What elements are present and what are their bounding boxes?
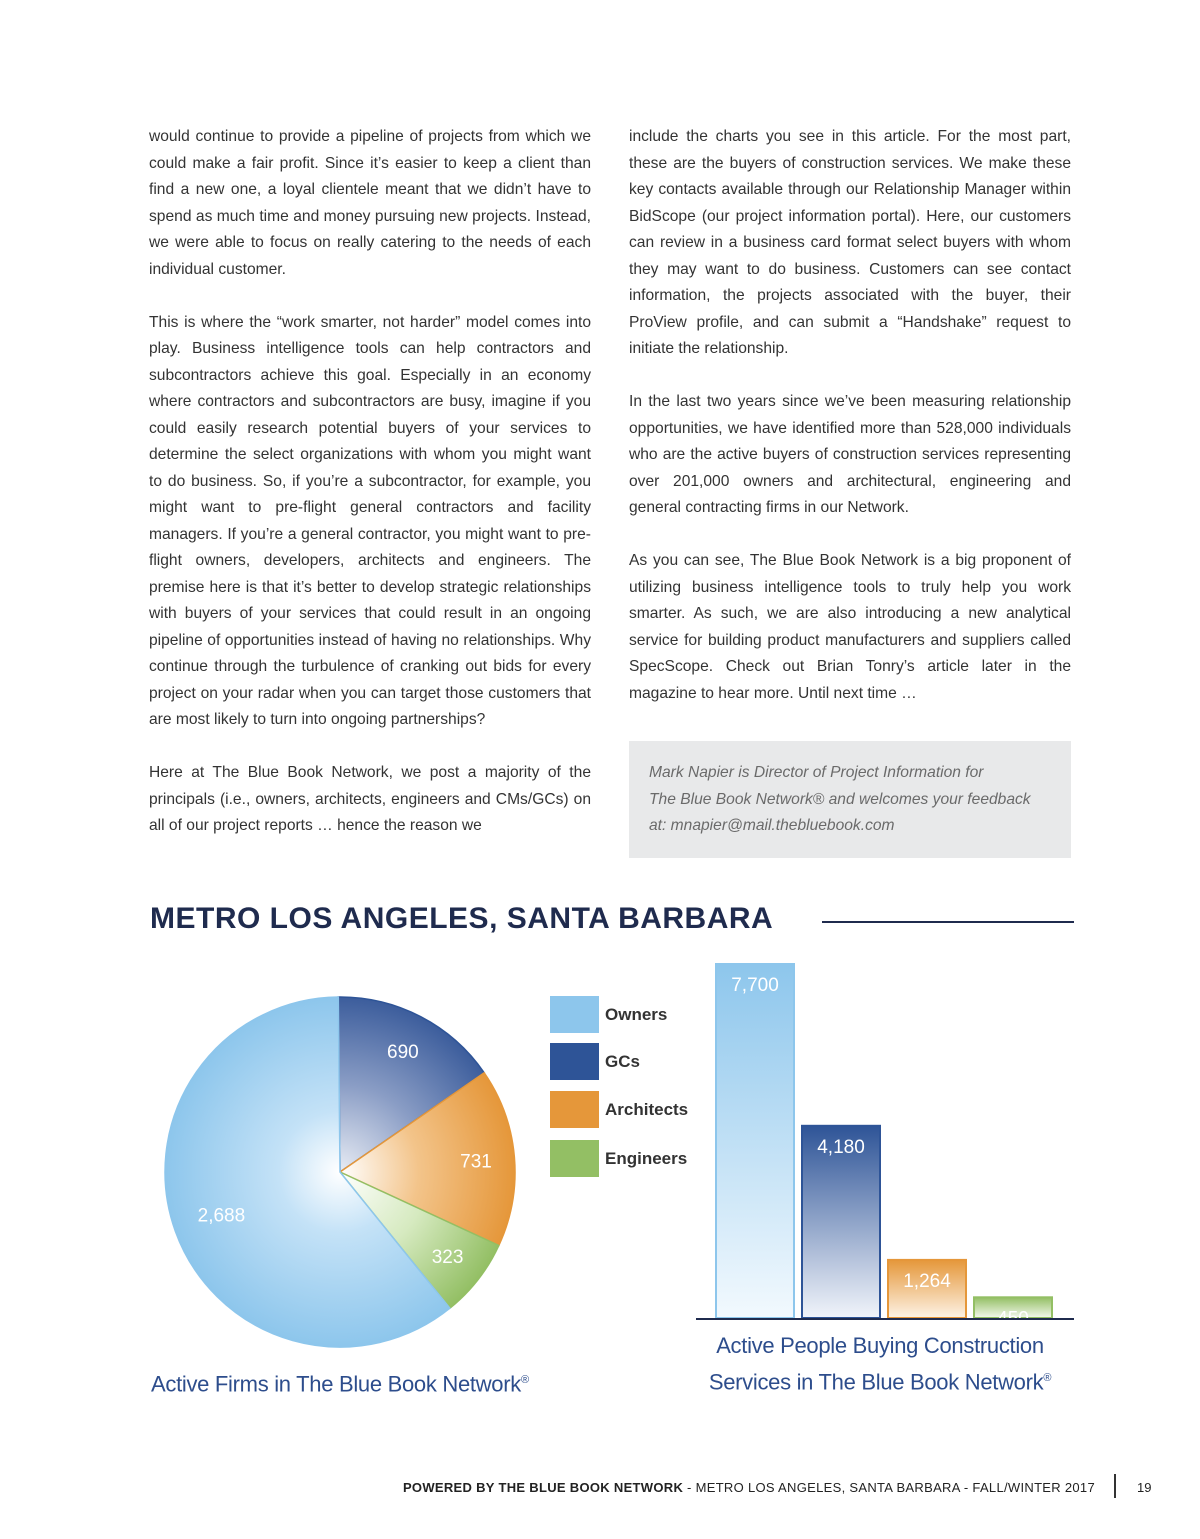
- callout-email[interactable]: at: mnapier@mail.thebluebook.com: [649, 817, 895, 834]
- legend-swatch-gcs: [550, 1043, 599, 1080]
- pie-label-owners: 2,688: [197, 1205, 246, 1227]
- legend-swatch-engineers: [550, 1140, 599, 1177]
- bar-label-owners: 7,700: [731, 975, 779, 996]
- bar-owners: [716, 964, 794, 1318]
- article-paragraph: This is where the “work smarter, not harder” model comes into play. Business intelligence tools can help contractors and subcontractors achieve this goal. Especially in an economy where contractors and subcontractors are busy, imagine if you could easily research potential buyers of your services to determine the select organizations with whom you might want to do business. So, if you’re a subcontractor, for example, you might want to pre-flight general contractors and facility managers. If you’re a general contractor, you might want to pre-flight owners, developers, architects and engineers. The premise here is that it’s better to develop strategic relationships with buyers of your services that could result in an ongoing pipeline of opportunities instead of having no relationships. Why continue through the turbulence of cranking out bids for every project on your radar when you can target those customers that are most likely to turn into ongoing partnerships?: [149, 313, 591, 728]
- pie-label-gcs: 690: [387, 1041, 419, 1063]
- bar-label-gcs: 4,180: [817, 1136, 865, 1158]
- article-paragraph: As you can see, The Blue Book Network is a big proponent of utilizing business intelligence tools to truly help you work smarter. As such, we are also introducing a new analytical service for building product manufacturers and suppliers called SpecScope. Check out Brian Tonry’s article later in the magazine to hear more. Until next time …: [629, 552, 1071, 702]
- article-paragraph: would continue to provide a pipeline of projects from which we could make a fair profit. Since it’s easier to keep a client than find a new one, a loyal clientele meant that we didn’t have to spend as much time and money pursuing new projects. Instead, we were able to focus on really catering to the needs of each individual customer.: [149, 128, 591, 278]
- legend-swatch-architects: [550, 1091, 599, 1128]
- chart-legend: [550, 996, 688, 1177]
- legend-label-owners: Owners: [605, 1005, 668, 1024]
- pie-label-architects: 731: [460, 1151, 492, 1173]
- legend-swatch-owners: [550, 996, 599, 1033]
- pie-caption: [151, 1364, 529, 1400]
- bar-caption-line: Active People Buying Construction: [716, 1333, 1044, 1358]
- pie-caption-text: Active Firms in The Blue Book Network: [151, 1371, 521, 1397]
- bar-caption: [700, 1330, 1060, 1398]
- bar-caption-line: Services in The Blue Book Network: [708, 1369, 1044, 1395]
- section-title: METRO LOS ANGELES, SANTA BARBARA: [150, 902, 774, 935]
- article-paragraph: Here at The Blue Book Network, we post a majority of the principals (i.e., owners, architects, engineers and CMs/GCs) on all of our project reports … hence the reason we: [149, 764, 591, 834]
- legend-label-engineers: Engineers: [605, 1149, 688, 1168]
- bar-label-architects: 1,264: [903, 1270, 951, 1292]
- page-footer: [0, 1480, 1095, 1495]
- legend-label-gcs: GCs: [605, 1052, 640, 1071]
- article-paragraph: In the last two years since we’ve been measuring relationship opportunities, we have identified more than 528,000 individuals who are the active buyers of construction services representing over 201,000 owners and architectural, engineering and general contracting firms in our Network.: [629, 393, 1071, 516]
- legend-label-architects: Architects: [605, 1100, 689, 1119]
- pie-chart: [165, 997, 515, 1347]
- bar-chart: [696, 964, 1074, 1329]
- footer-issue: - METRO LOS ANGELES, SANTA BARBARA - FALL/WINTER 2017: [683, 1480, 1095, 1495]
- page-number: 19: [1137, 1480, 1152, 1495]
- bar-label-engineers: 450: [997, 1308, 1029, 1330]
- callout-line: Mark Napier is Director of Project Information for: [649, 764, 984, 781]
- callout-line: The Blue Book Network® and welcomes your feedback: [649, 790, 1031, 808]
- registered-mark: ®: [1043, 1372, 1052, 1384]
- footer-brand: POWERED BY THE BLUE BOOK NETWORK: [402, 1480, 684, 1495]
- pie-label-engineers: 323: [431, 1247, 464, 1268]
- registered-mark: ®: [520, 1374, 529, 1386]
- article-paragraph: include the charts you see in this article. For the most part, these are the buyers of construction services. We make these key contacts available through our Relationship Manager within BidScope (our project information portal). Here, our customers can review in a business card format select buyers with whom they may want to do business. Customers can see contact information, the projects associated with the buyer, their ProView profile, and can submit a “Handshake” request to initiate the relationship.: [629, 128, 1071, 357]
- footer-divider: [1114, 1474, 1116, 1498]
